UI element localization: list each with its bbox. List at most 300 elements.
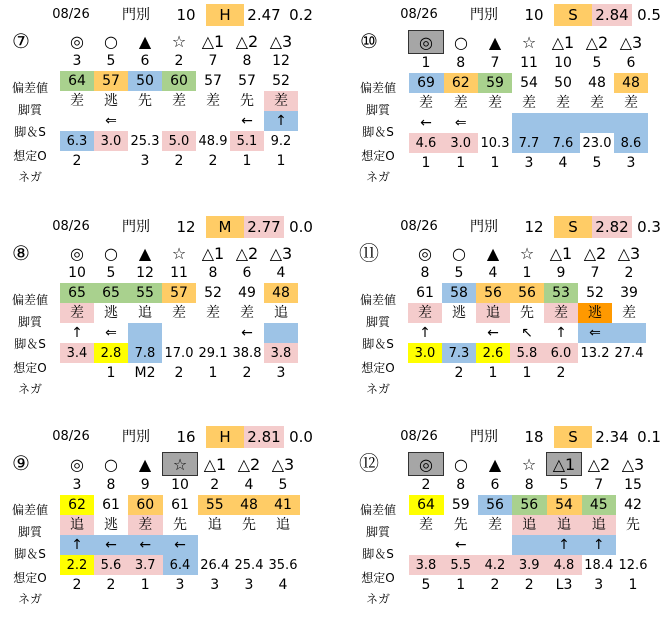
nega-cell: L3 (555, 576, 573, 593)
odds-value: 2.77 (244, 216, 284, 238)
diff-value: 0.0 (289, 218, 313, 236)
nega-cell (408, 363, 442, 383)
grid-row (60, 323, 298, 343)
grid-row (60, 535, 300, 555)
mark-cell: ○ (452, 243, 466, 263)
deviation-cell: 42 (624, 496, 642, 513)
race-grid (408, 242, 646, 383)
horse-number-cell: 4 (488, 265, 498, 281)
mark-cell: △2 (235, 243, 259, 263)
leg-speed-cell (266, 535, 300, 555)
projected-odds-cell: 48.9 (198, 133, 228, 149)
row-label: 脚＆S (14, 547, 46, 561)
deviation-cell: 52 (586, 284, 604, 301)
horse-number-cell: 7 (590, 265, 600, 281)
projected-odds-cell: 4.6 (409, 133, 444, 153)
deviation-cell: 56 (478, 495, 512, 515)
race-grid (408, 30, 648, 173)
grid-row (60, 131, 298, 151)
race-date: 08/26 (52, 7, 90, 22)
horse-number-cell: 6 (140, 53, 150, 69)
mark-cell: ▲ (486, 243, 500, 263)
leg-speed-cell (264, 323, 298, 343)
grade-badge: S (554, 426, 592, 448)
running-style-cell: 追 (512, 515, 547, 535)
grid-row (409, 575, 651, 595)
horse-number-cell: 5 (454, 265, 464, 281)
race-panel (8, 212, 322, 414)
projected-odds-cell: 6.3 (60, 131, 94, 151)
leg-speed-cell: ↑ (60, 535, 94, 555)
row-label: 脚＆S (362, 547, 394, 561)
race-date: 08/26 (400, 219, 438, 234)
grade-badge: H (206, 426, 244, 448)
projected-odds-cell: 35.6 (268, 557, 298, 573)
grade-badge: H (206, 4, 244, 26)
grid-row (409, 31, 649, 54)
deviation-cell: 55 (128, 283, 162, 303)
horse-number-cell: 5 (592, 54, 602, 71)
running-style-cell: 差 (488, 94, 502, 111)
projected-odds-cell: 9.2 (270, 133, 292, 149)
horse-number-cell: 11 (170, 265, 188, 281)
nega-cell: 3 (594, 576, 604, 593)
track-name: 門別 (122, 7, 150, 23)
race-number: ⑪ (359, 241, 379, 265)
deviation-cell: 53 (544, 283, 578, 303)
diff-value: 0.0 (289, 428, 313, 446)
nega-cell (612, 363, 646, 383)
grid-row (408, 242, 646, 264)
deviation-cell: 45 (582, 495, 617, 515)
deviation-cell: 49 (238, 284, 256, 301)
deviation-cell: 64 (409, 495, 444, 515)
projected-odds-cell: 5.6 (94, 555, 128, 575)
row-label: 脚質 (17, 103, 42, 117)
horse-number-cell: 8 (456, 476, 466, 493)
diff-value: 0.3 (637, 218, 661, 236)
leg-speed-cell (60, 111, 94, 131)
projected-odds-cell: 5.8 (510, 343, 544, 363)
race-panel (8, 0, 322, 202)
row-label: 偏差値 (359, 81, 396, 95)
projected-odds-cell: 10.3 (480, 135, 510, 151)
grid-row (60, 363, 298, 383)
running-style-cell: 差 (240, 304, 254, 321)
horse-number-cell: 8 (524, 476, 534, 493)
projected-odds-cell: 25.4 (234, 557, 264, 573)
nega-cell: M2 (134, 364, 156, 381)
projected-odds-cell: 3.9 (512, 555, 547, 575)
running-style-cell: 差 (488, 516, 502, 533)
mark-cell: ○ (104, 31, 118, 51)
deviation-cell: 54 (547, 495, 582, 515)
row-label: 脚質 (17, 525, 42, 539)
odds-value: 2.84 (592, 4, 632, 26)
leg-speed-cell: ← (420, 114, 432, 131)
horse-number-cell: 8 (420, 265, 430, 281)
grid-row (60, 71, 298, 91)
leg-speed-cell: ↑ (555, 324, 567, 341)
projected-odds-cell: 3.0 (94, 131, 128, 151)
running-style-cell: 先 (240, 92, 254, 109)
leg-speed-cell (512, 535, 547, 555)
row-label: 脚＆S (362, 125, 394, 139)
diff-value: 0.1 (637, 428, 661, 446)
nega-cell: 1 (522, 364, 532, 381)
leg-speed-cell (232, 535, 266, 555)
horse-number-cell: 10 (171, 477, 189, 493)
mark-cell: ☆ (519, 243, 535, 263)
mark-cell: ◎ (418, 243, 432, 263)
race-number: ⑦ (12, 29, 30, 53)
horse-number-cell: 2 (421, 477, 431, 493)
running-style-cell: 差 (206, 304, 220, 321)
race-panel (356, 212, 667, 414)
race-grid (60, 242, 298, 383)
nega-cell (60, 363, 94, 383)
mark-cell: △2 (583, 243, 607, 263)
deviation-cell: 69 (409, 73, 444, 93)
nega-cell: 2 (72, 576, 82, 593)
running-style-cell: 差 (264, 91, 298, 111)
horse-number-cell: 8 (242, 53, 252, 69)
row-label: 偏差値 (11, 81, 48, 95)
nega-cell: 3 (626, 154, 636, 171)
nega-cell: 1 (628, 576, 638, 593)
mark-cell: ▲ (138, 454, 152, 474)
projected-odds-cell: 4.2 (478, 555, 512, 575)
race-date: 08/26 (400, 429, 438, 444)
deviation-cell: 56 (476, 283, 510, 303)
mark-cell: ☆ (171, 31, 187, 51)
grid-row (60, 303, 298, 323)
projected-odds-cell: 13.2 (580, 345, 610, 361)
deviation-cell: 57 (94, 71, 128, 91)
row-label: 脚質 (365, 315, 390, 329)
mark-cell: ◎ (70, 243, 84, 263)
running-style-cell: 追 (476, 303, 510, 323)
projected-odds-cell: 7.6 (546, 133, 580, 153)
odds-value: 2.81 (244, 426, 284, 448)
leg-speed-cell (196, 111, 230, 131)
mark-cell: ◎ (409, 453, 444, 476)
grid-row (60, 283, 298, 303)
grid-row (409, 515, 651, 535)
running-style-cell: 先 (520, 304, 534, 321)
row-label: ネガ (17, 382, 42, 396)
projected-odds-cell: 5.5 (444, 555, 479, 575)
race-grid (408, 452, 650, 595)
projected-odds-cell: 3.8 (264, 343, 298, 363)
leg-speed-cell (128, 323, 162, 343)
nega-cell: 1 (490, 154, 500, 171)
leg-speed-cell (580, 113, 614, 133)
deviation-cell: 57 (238, 72, 256, 89)
row-label: 脚＆S (362, 337, 394, 351)
nega-cell: 1 (456, 154, 466, 171)
running-style-cell: 差 (60, 303, 94, 323)
deviation-cell: 61 (416, 284, 434, 301)
grid-row (60, 495, 300, 515)
nega-cell: 3 (244, 576, 254, 593)
grid-row (409, 453, 651, 476)
running-style-cell: 先 (138, 92, 152, 109)
grid-row (60, 264, 298, 283)
leg-speed-cell (128, 111, 162, 131)
row-label: 偏差値 (11, 293, 48, 307)
race-number: ⑩ (360, 29, 378, 53)
race-panel (8, 422, 322, 624)
horse-number-cell: 12 (272, 53, 290, 69)
running-style-cell: 差 (544, 303, 578, 323)
running-style-cell: 差 (624, 94, 638, 111)
mark-cell: △3 (269, 31, 293, 51)
deviation-cell: 52 (272, 72, 290, 89)
grid-row (408, 363, 646, 383)
projected-odds-cell: 3.7 (128, 555, 163, 575)
race-date: 08/26 (52, 219, 90, 234)
projected-odds-cell: 23.0 (582, 135, 612, 151)
projected-odds-cell: 7.7 (512, 133, 546, 153)
nega-cell: 1 (276, 152, 286, 169)
leg-speed-cell (162, 323, 196, 343)
deviation-cell: 48 (588, 74, 606, 91)
nega-cell (94, 151, 128, 171)
mark-cell: ☆ (521, 32, 537, 52)
race-date: 08/26 (400, 7, 438, 22)
row-label: 脚質 (17, 315, 42, 329)
running-style-cell: 差 (419, 94, 433, 111)
nega-cell: 2 (106, 576, 116, 593)
field-size: 10 (176, 6, 196, 24)
leg-speed-cell: ← (454, 536, 467, 553)
horse-number-cell: 5 (559, 477, 569, 493)
grid-row (409, 495, 651, 515)
running-style-cell: 差 (206, 92, 220, 109)
grid-row (60, 91, 298, 111)
grade-badge: S (554, 4, 592, 26)
projected-odds-cell: 8.6 (614, 133, 648, 153)
field-size: 12 (176, 218, 196, 236)
race-panel (356, 0, 667, 202)
leg-speed-cell: ← (487, 324, 499, 341)
mark-cell: △3 (619, 32, 643, 52)
mark-cell: ☆ (521, 454, 537, 474)
horse-number-cell: 1 (421, 55, 431, 71)
projected-odds-cell: 27.4 (614, 345, 644, 361)
projected-odds-cell: 25.3 (130, 133, 160, 149)
horse-number-cell: 12 (136, 265, 154, 281)
track-name: 門別 (122, 429, 150, 445)
horse-number-cell: 9 (140, 476, 150, 493)
deviation-cell: 60 (162, 71, 196, 91)
nega-cell: 1 (242, 152, 252, 169)
grid-row (409, 535, 651, 555)
leg-speed-cell: ↑ (547, 535, 582, 555)
horse-number-cell: 4 (276, 265, 286, 281)
nega-cell: 2 (524, 576, 534, 593)
horse-number-cell: 5 (106, 265, 116, 281)
track-name: 門別 (122, 219, 150, 235)
projected-odds-cell: 3.4 (60, 343, 94, 363)
nega-cell: 3 (524, 154, 534, 171)
projected-odds-cell: 3.8 (409, 555, 444, 575)
running-style-cell: 追 (547, 515, 582, 535)
horse-number-cell: 11 (520, 54, 538, 71)
horse-number-cell: 6 (626, 54, 636, 71)
mark-cell: △1 (201, 31, 225, 51)
mark-cell: ○ (104, 454, 118, 474)
deviation-cell: 60 (128, 495, 163, 515)
horse-number-cell: 7 (490, 54, 500, 71)
nega-cell: 2 (242, 364, 252, 381)
running-style-cell: 先 (453, 516, 468, 533)
mark-cell: △2 (585, 32, 609, 52)
running-style-cell: 追 (60, 515, 94, 535)
leg-speed-cell (442, 323, 476, 343)
deviation-cell: 41 (266, 495, 300, 515)
running-style-cell: 逃 (452, 304, 466, 321)
field-size: 18 (524, 428, 544, 446)
projected-odds-cell: 18.4 (584, 557, 614, 573)
deviation-cell: 52 (204, 284, 222, 301)
deviation-cell: 65 (60, 283, 94, 303)
mark-cell: △3 (271, 454, 295, 474)
running-style-cell: 差 (556, 94, 570, 111)
grid-row (60, 555, 300, 575)
grid-row (60, 343, 298, 363)
deviation-cell: 62 (444, 73, 479, 93)
projected-odds-cell: 2.2 (60, 555, 94, 575)
leg-speed-cell: ↑ (264, 111, 298, 131)
deviation-cell: 55 (198, 495, 233, 515)
horse-number-cell: 8 (208, 265, 218, 281)
horse-number-cell: 2 (624, 265, 634, 281)
row-label: 想定O (13, 149, 47, 163)
leg-speed-cell (198, 535, 233, 555)
leg-speed-cell (162, 111, 196, 131)
leg-speed-cell: ← (163, 535, 198, 555)
running-style-cell: 追 (582, 515, 617, 535)
field-size: 10 (524, 6, 544, 24)
running-style-cell: 差 (453, 94, 468, 111)
leg-speed-cell (614, 113, 648, 133)
nega-cell: 3 (140, 152, 150, 169)
field-size: 16 (176, 428, 196, 446)
running-style-cell: 逃 (104, 304, 118, 321)
field-size: 12 (524, 218, 544, 236)
odds-value: 2.34 (592, 426, 632, 448)
grid-row (408, 303, 646, 323)
deviation-cell: 48 (614, 73, 648, 93)
horse-number-cell: 3 (72, 53, 82, 69)
leg-speed-cell: ← (241, 112, 253, 129)
grid-row (60, 575, 300, 595)
running-style-cell: 先 (173, 516, 187, 533)
grid-row (409, 73, 649, 93)
race-grid (60, 452, 300, 595)
horse-number-cell: 15 (624, 476, 642, 493)
horse-number-cell: 10 (68, 265, 86, 281)
projected-odds-cell: 6.4 (163, 555, 198, 575)
leg-speed-cell (612, 323, 646, 343)
mark-cell: △1 (201, 243, 225, 263)
deviation-cell: 57 (162, 283, 196, 303)
row-label: ネガ (365, 170, 390, 184)
row-label: 想定O (361, 361, 395, 375)
projected-odds-cell: 5.1 (230, 131, 264, 151)
race-number: ⑫ (359, 451, 379, 475)
horse-number-cell: 7 (208, 53, 218, 69)
leg-speed-cell: ⇐ (105, 112, 117, 129)
leg-speed-cell (478, 113, 512, 133)
nega-cell: 5 (592, 154, 602, 171)
nega-cell: 2 (72, 152, 82, 169)
projected-odds-cell: 26.4 (200, 557, 230, 573)
grid-row (60, 453, 300, 476)
nega-cell (578, 363, 612, 383)
leg-speed-cell (616, 535, 650, 555)
nega-cell: 3 (276, 364, 286, 381)
leg-speed-cell: ← (94, 535, 128, 555)
running-style-cell: 逃 (578, 303, 612, 323)
leg-speed-cell (512, 113, 546, 133)
grid-row (409, 153, 649, 173)
grid-row (60, 151, 298, 171)
grid-row (60, 111, 298, 131)
mark-cell: △1 (547, 453, 582, 476)
grid-row (409, 93, 649, 113)
nega-cell: 4 (278, 576, 288, 593)
nega-cell: 4 (558, 154, 568, 171)
mark-cell: ☆ (163, 453, 198, 476)
nega-cell: 2 (454, 364, 464, 381)
odds-value: 2.47 (244, 4, 284, 26)
horse-number-cell: 7 (594, 476, 604, 493)
deviation-cell: 65 (94, 283, 128, 303)
mark-cell: △2 (587, 454, 611, 474)
nega-cell: 3 (175, 576, 185, 593)
running-style-cell: 差 (172, 304, 186, 321)
mark-cell: △3 (621, 454, 645, 474)
projected-odds-cell: 17.0 (164, 345, 194, 361)
grid-row (409, 133, 649, 153)
deviation-cell: 48 (264, 283, 298, 303)
mark-cell: ▲ (488, 32, 502, 52)
horse-number-cell: 8 (456, 54, 466, 71)
running-style-cell: 差 (419, 516, 433, 533)
running-style-cell: 差 (128, 515, 163, 535)
mark-cell: △3 (269, 243, 293, 263)
running-style-cell: 追 (138, 304, 152, 321)
track-name: 門別 (470, 219, 498, 235)
grid-row (60, 52, 298, 71)
row-label: 偏差値 (359, 293, 396, 307)
mark-cell: △3 (617, 243, 641, 263)
nega-cell: 1 (140, 576, 150, 593)
projected-odds-cell: 3.0 (444, 133, 479, 153)
deviation-cell: 50 (128, 71, 162, 91)
mark-cell: △1 (549, 243, 573, 263)
grid-row (409, 54, 649, 74)
deviation-cell: 61 (171, 496, 189, 513)
projected-odds-cell: 12.6 (618, 557, 648, 573)
nega-cell: 1 (488, 364, 498, 381)
row-label: 脚質 (365, 525, 390, 539)
grid-row (408, 283, 646, 303)
horse-number-cell: 10 (554, 54, 572, 71)
